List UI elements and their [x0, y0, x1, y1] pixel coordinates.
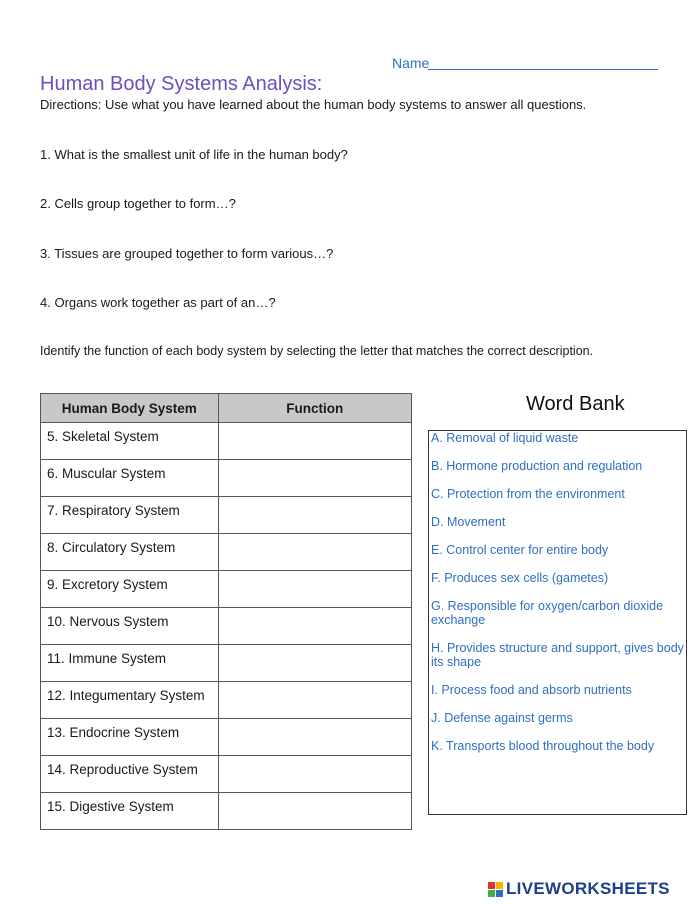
- name-input-line[interactable]: [428, 69, 658, 70]
- word-bank-item: I. Process food and absorb nutrients: [431, 683, 632, 697]
- function-answer-cell[interactable]: [218, 682, 411, 719]
- question-3: 3. Tissues are grouped together to form various…?: [40, 246, 334, 261]
- table-row: [41, 534, 412, 571]
- system-name: 14. Reproductive System: [41, 756, 219, 793]
- table-header-row: [41, 394, 412, 423]
- system-name: 5. Skeletal System: [41, 423, 219, 460]
- logo-block: [488, 882, 495, 889]
- word-bank-item: K. Transports blood throughout the body: [431, 739, 655, 753]
- function-answer-cell[interactable]: [218, 460, 411, 497]
- system-name: 12. Integumentary System: [41, 682, 219, 719]
- word-bank-item: A. Removal of liquid waste: [431, 431, 579, 445]
- word-bank-item: F. Produces sex cells (gametes): [431, 571, 609, 585]
- word-bank-item: J. Defense against germs: [431, 711, 573, 725]
- table-row: [41, 756, 412, 793]
- system-name: 11. Immune System: [41, 645, 219, 682]
- word-bank-item: G. Responsible for oxygen/carbon dioxide exchange: [431, 599, 664, 627]
- table-row: [41, 608, 412, 645]
- system-name: 8. Circulatory System: [41, 534, 219, 571]
- function-answer-cell[interactable]: [218, 571, 411, 608]
- word-bank-item: B. Hormone production and regulation: [431, 459, 643, 473]
- system-name: 9. Excretory System: [41, 571, 219, 608]
- logo-block: [488, 890, 495, 897]
- word-bank-item: D. Movement: [431, 515, 506, 529]
- table-row: [41, 571, 412, 608]
- column-header-function: Function: [218, 394, 411, 423]
- system-name: 15. Digestive System: [41, 793, 219, 830]
- table-row: [41, 460, 412, 497]
- table-row: [41, 497, 412, 534]
- function-answer-cell[interactable]: [218, 756, 411, 793]
- liveworksheets-logo: [488, 878, 670, 900]
- word-bank-title: Word Bank: [526, 393, 625, 415]
- question-1: 1. What is the smallest unit of life in the human body?: [40, 147, 348, 162]
- table-row: [41, 645, 412, 682]
- logo-block: [496, 890, 503, 897]
- column-header-system: Human Body System: [41, 394, 219, 423]
- function-answer-cell[interactable]: [218, 608, 411, 645]
- function-answer-cell[interactable]: [218, 534, 411, 571]
- word-bank-item: H. Provides structure and support, gives body its shape: [431, 641, 684, 669]
- word-bank-item: E. Control center for entire body: [431, 543, 609, 557]
- system-name: 6. Muscular System: [41, 460, 219, 497]
- word-bank-item: C. Protection from the environment: [431, 487, 625, 501]
- function-answer-cell[interactable]: [218, 423, 411, 460]
- word-bank-list: [428, 430, 687, 815]
- logo-text: LIVEWORKSHEETS: [506, 879, 670, 898]
- system-name: 13. Endocrine System: [41, 719, 219, 756]
- table-row: [41, 793, 412, 830]
- table-row: [41, 719, 412, 756]
- system-name: 10. Nervous System: [41, 608, 219, 645]
- question-2: 2. Cells group together to form…?: [40, 196, 236, 211]
- table-row: [41, 682, 412, 719]
- page-title: Human Body Systems Analysis:: [40, 73, 323, 95]
- function-answer-cell[interactable]: [218, 645, 411, 682]
- function-answer-cell[interactable]: [218, 793, 411, 830]
- function-answer-cell[interactable]: [218, 719, 411, 756]
- logo-blocks-icon: [488, 882, 503, 897]
- system-name: 7. Respiratory System: [41, 497, 219, 534]
- name-label: Name: [392, 55, 430, 71]
- directions-text: Directions: Use what you have learned about the human body systems to answer all questions.: [40, 97, 587, 112]
- table-row: [41, 423, 412, 460]
- question-4: 4. Organs work together as part of an…?: [40, 295, 276, 310]
- body-systems-table: [40, 393, 412, 830]
- function-answer-cell[interactable]: [218, 497, 411, 534]
- instruction-text: Identify the function of each body system by selecting the letter that matches the correct description.: [40, 344, 594, 358]
- logo-block: [496, 882, 503, 889]
